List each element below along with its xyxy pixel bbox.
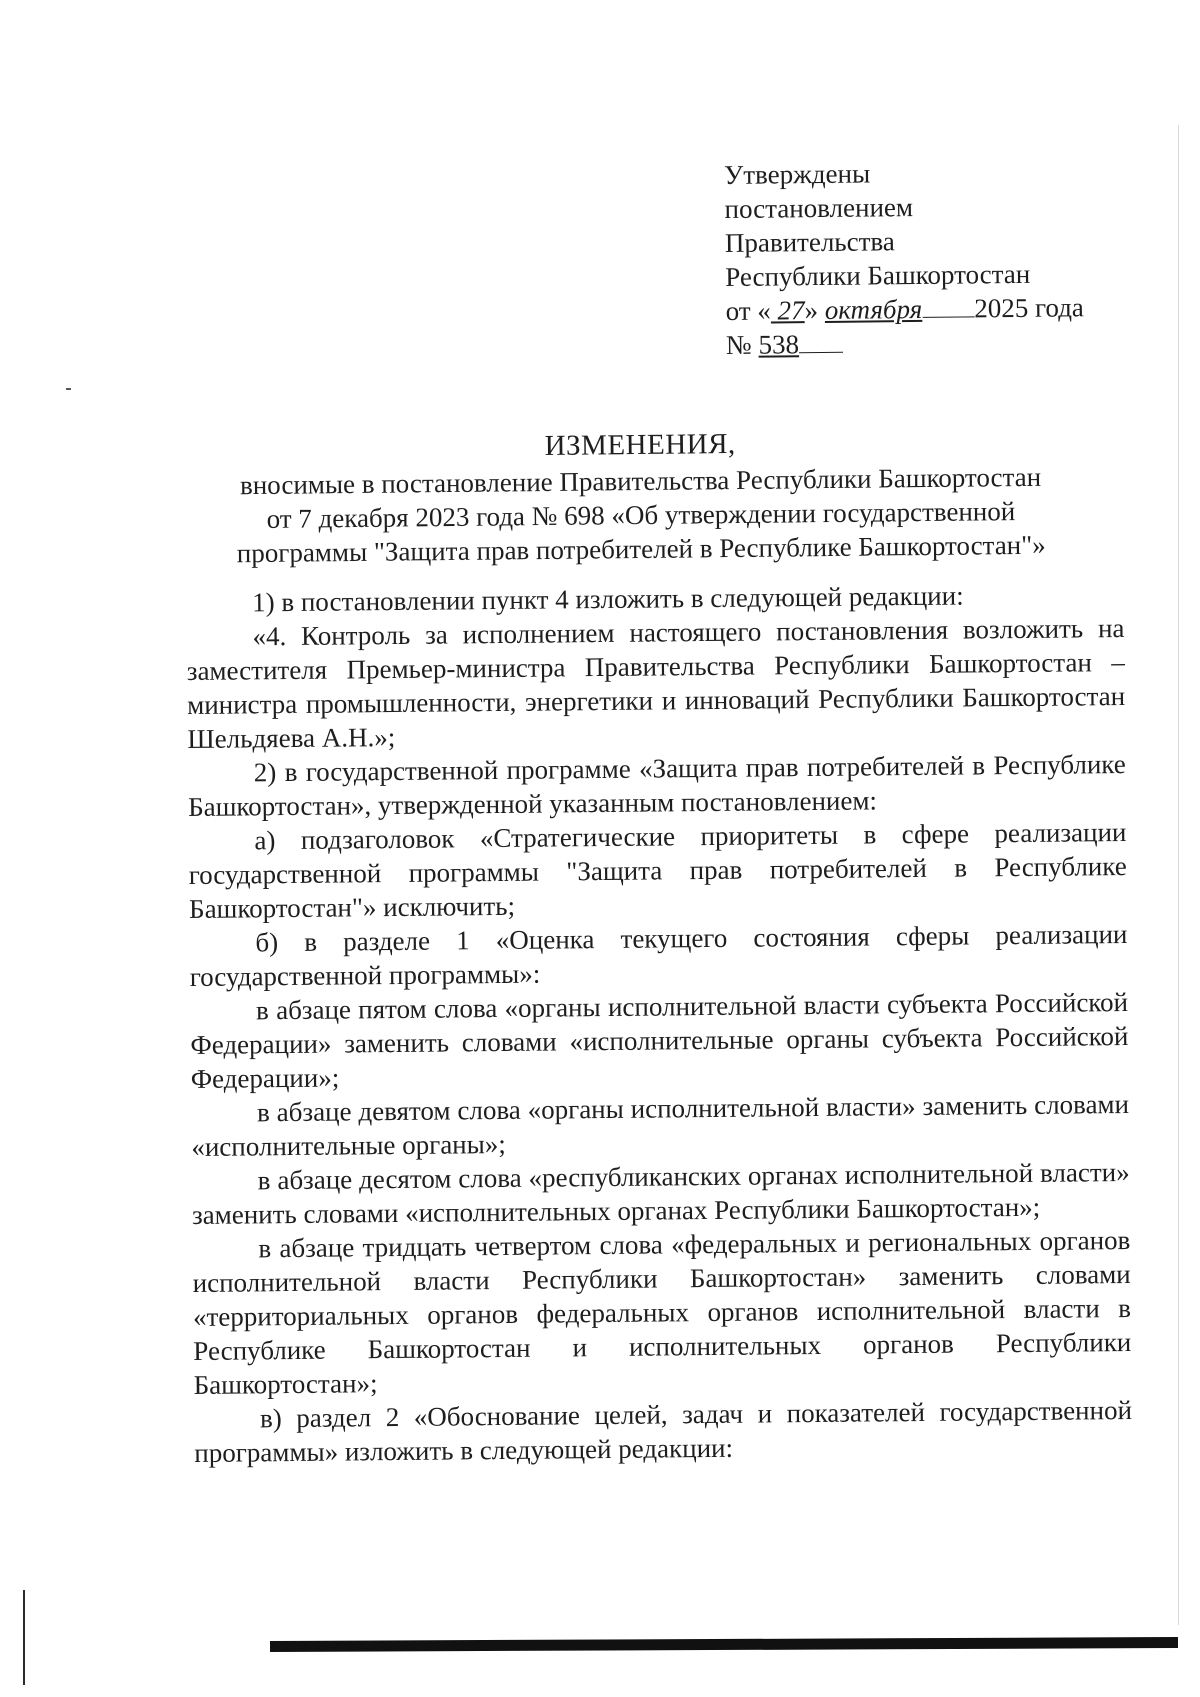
number-prefix: № <box>725 329 759 360</box>
title-line-1: вносимые в постановление Правительства Республики Башкортостан <box>239 461 1042 501</box>
date-month: октября <box>824 293 923 325</box>
approval-number <box>726 324 1085 362</box>
document-title <box>200 423 1081 570</box>
document-body <box>186 577 1132 1470</box>
title-line-2: от 7 декабря 2023 года № 698 «Об утверждении государственной <box>266 496 1016 534</box>
scan-edge-left <box>23 1590 25 1685</box>
approval-line-3: Правительства <box>724 226 895 258</box>
paragraph-1: 1) в постановлении пункт 4 изложить в следующей редакции: <box>252 580 964 618</box>
date-mid: » <box>804 294 825 326</box>
paragraph-10: в) раздел 2 «Обоснование целей, задач и показателей государственной программы» изложить в следующей редакции: <box>194 1394 1133 1468</box>
title-main: ИЗМЕНЕНИЯ, <box>544 427 736 462</box>
scan-bar-bottom <box>270 1637 1178 1652</box>
paragraph-8: в абзаце десятом слова «республиканских органах исполнительной власти» заменить словами «исполнительных органах Республики Башкортостан»; <box>191 1156 1130 1230</box>
scan-dot <box>66 388 71 390</box>
approval-block <box>724 154 1084 362</box>
date-year: 2025 года <box>974 292 1084 324</box>
title-line-3: программы "Защита прав потребителей в Республике Башкортостан"» <box>236 529 1046 569</box>
paragraph-4: а) подзаголовок «Стратегические приоритеты в сфере реализации государственной программы "Защита прав потребителей в Республике Башкортостан"» исключить; <box>188 816 1127 924</box>
number-value: 538 <box>758 329 800 360</box>
approval-date <box>725 290 1084 328</box>
paragraph-2: «4. Контроль за исполнением настоящего постановления возложить на заместителя Премьер-министра Правительства Республики Башкортостан – министра промышленности, энергетики и инноваций Республики Башкортостан Шельдяева А.Н.»; <box>186 612 1126 754</box>
approval-line-4: Республики Башкортостан <box>725 258 1031 292</box>
scan-edge-right <box>1178 125 1179 1625</box>
paragraph-6: в абзаце пятом слова «органы исполнительной власти субъекта Российской Федерации» заменить словами «исполнительные органы субъекта Российской Федерации»; <box>190 986 1129 1094</box>
paragraph-3: 2) в государственной программе «Защита прав потребителей в Республике Башкортостан», утвержденной указанным постановлением: <box>187 748 1126 822</box>
paragraph-7: в абзаце девятом слова «органы исполнительной власти» заменить словами «исполнительные органы»; <box>191 1088 1130 1162</box>
date-day: 27 <box>770 295 805 326</box>
number-blank <box>799 330 843 353</box>
approval-line-2: постановлением <box>724 192 914 224</box>
date-blank <box>922 294 974 318</box>
paragraph-5: б) в разделе 1 «Оценка текущего состояния сферы реализации государственной программы»: <box>189 918 1128 992</box>
date-prefix: от « <box>725 295 771 326</box>
approval-line-1: Утверждены <box>724 158 871 190</box>
paragraph-9: в абзаце тридцать четвертом слова «федеральных и региональных органов исполнительной власти Республики Башкортостан» заменить словами «территориальных органов федеральных органов исполнительной власти в Республике Башкортостан и исполнительных органов Республики Башкортостан»; <box>192 1224 1132 1400</box>
